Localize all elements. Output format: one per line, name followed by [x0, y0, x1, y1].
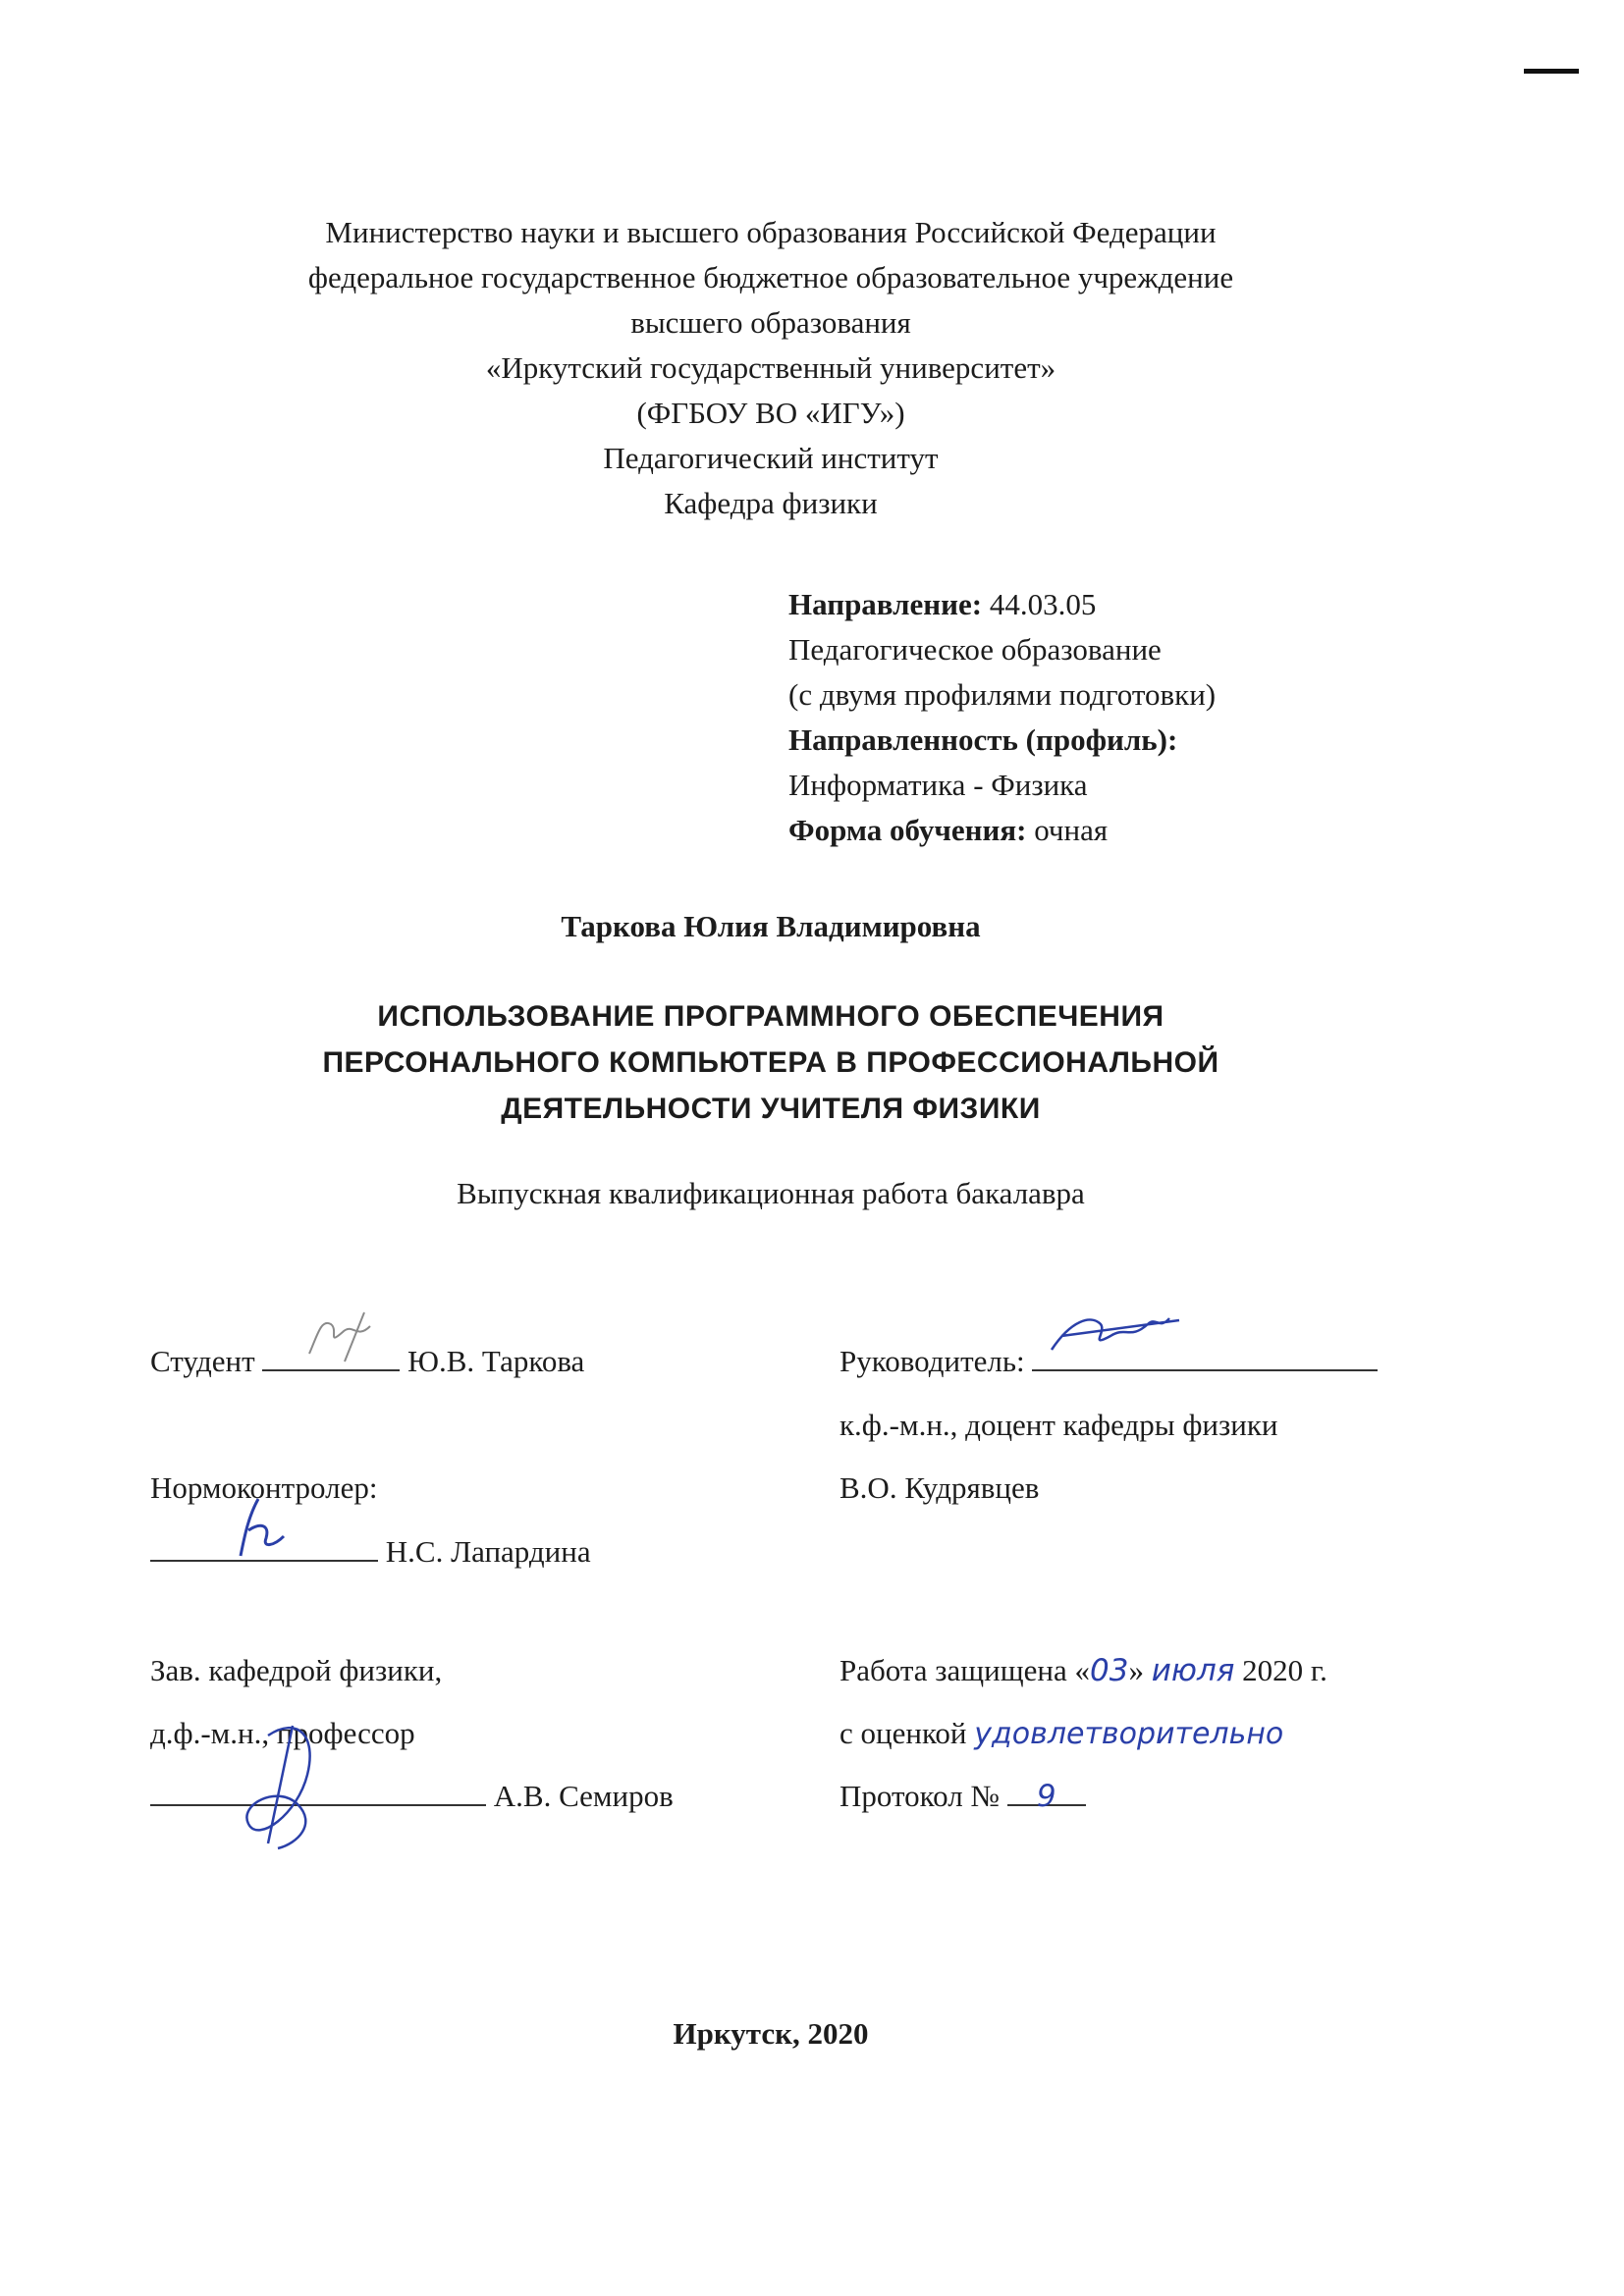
- supervisor-signature-line: [1032, 1340, 1378, 1371]
- normcontrol-signature-mark: [150, 1487, 378, 1575]
- head-signature-mark: [150, 1706, 486, 1853]
- supervisor-label: Руководитель:: [839, 1344, 1025, 1378]
- normcontrol-label: Нормоконтролер:: [150, 1470, 378, 1505]
- grade-label: с оценкой: [839, 1716, 967, 1750]
- form-row: [788, 809, 1216, 854]
- work-type: Выпускная квалификационная работа бакалавра: [457, 1176, 1085, 1210]
- ministry-line: Министерство науки и высшего образования Российской Федерации: [325, 215, 1217, 249]
- title-line-3: ДЕЯТЕЛЬНОСТИ УЧИТЕЛЯ ФИЗИКИ: [501, 1093, 1041, 1125]
- defended-row: [839, 1649, 1327, 1693]
- title-line-1: ИСПОЛЬЗОВАНИЕ ПРОГРАММНОГО ОБЕСПЕЧЕНИЯ: [377, 1000, 1164, 1033]
- student-signature-row: [150, 1340, 584, 1384]
- head-label: Зав. кафедрой физики,: [150, 1653, 443, 1687]
- direction-label: Направление:: [788, 587, 983, 621]
- organization-header: [0, 211, 1542, 527]
- student-full-name: Таркова Юлия Владимировна: [561, 909, 981, 943]
- defended-mid: »: [1128, 1653, 1152, 1687]
- student-name: Ю.В. Таркова: [407, 1344, 585, 1378]
- student-signature-mark: [262, 1307, 400, 1365]
- institute-line: Педагогический институт: [603, 441, 939, 475]
- head-degree: д.ф.-м.н., профессор: [150, 1716, 415, 1750]
- student-label: Студент: [150, 1344, 255, 1378]
- protocol-label: Протокол №: [839, 1779, 1000, 1813]
- head-signature-row: [150, 1775, 674, 1819]
- profile-value: Информатика - Физика: [788, 768, 1088, 802]
- defended-day: 03: [1090, 1653, 1129, 1688]
- protocol-line: [1007, 1775, 1086, 1814]
- supervisor-signature-mark: [1032, 1301, 1378, 1369]
- direction-note: (с двумя профилями подготовки): [788, 677, 1217, 712]
- normcontrol-signature-row: [150, 1530, 591, 1575]
- head-signature-line: [150, 1775, 486, 1806]
- city-year: Иркутск, 2020: [673, 2016, 869, 2051]
- protocol-value: 9: [1036, 1779, 1056, 1814]
- defended-prefix: Работа защищена «: [839, 1653, 1090, 1687]
- scan-mark: [1524, 69, 1579, 74]
- form-label: Форма обучения:: [788, 813, 1027, 847]
- grade-value: удовлетворительно: [974, 1717, 1284, 1751]
- normcontrol-signature-line: [150, 1530, 378, 1562]
- normcontrol-name: Н.С. Лапардина: [385, 1534, 591, 1569]
- direction-code: 44.03.05: [982, 587, 1097, 621]
- grade-row: [839, 1712, 1283, 1756]
- institution-type-line: федеральное государственное бюджетное образовательное учреждение: [307, 260, 1234, 294]
- direction-row: [788, 583, 1216, 628]
- supervisor-position: к.ф.-м.н., доцент кафедры физики: [839, 1408, 1278, 1442]
- profile-row: [788, 719, 1216, 764]
- protocol-row: [839, 1775, 1086, 1819]
- university-name-line: «Иркутский государственный университет»: [485, 350, 1056, 385]
- supervisor-name: В.О. Кудрявцев: [839, 1470, 1040, 1505]
- program-info: [788, 583, 1216, 854]
- profile-label: Направленность (профиль):: [788, 722, 1178, 757]
- title-line-2: ПЕРСОНАЛЬНОГО КОМПЬЮТЕРА В ПРОФЕССИОНАЛЬНОЙ: [322, 1046, 1219, 1079]
- thesis-title: [0, 993, 1542, 1132]
- supervisor-signature-row: [839, 1340, 1378, 1384]
- form-value: очная: [1026, 813, 1109, 847]
- education-level-line: высшего образования: [630, 305, 911, 340]
- student-signature-line: [262, 1340, 400, 1371]
- department-line: Кафедра физики: [664, 486, 878, 520]
- direction-name: Педагогическое образование: [788, 632, 1162, 667]
- defended-suffix: 2020 г.: [1234, 1653, 1327, 1687]
- head-name: А.В. Семиров: [493, 1779, 674, 1813]
- defended-month: июля: [1151, 1653, 1235, 1688]
- university-abbr-line: (ФГБОУ ВО «ИГУ»): [636, 396, 905, 430]
